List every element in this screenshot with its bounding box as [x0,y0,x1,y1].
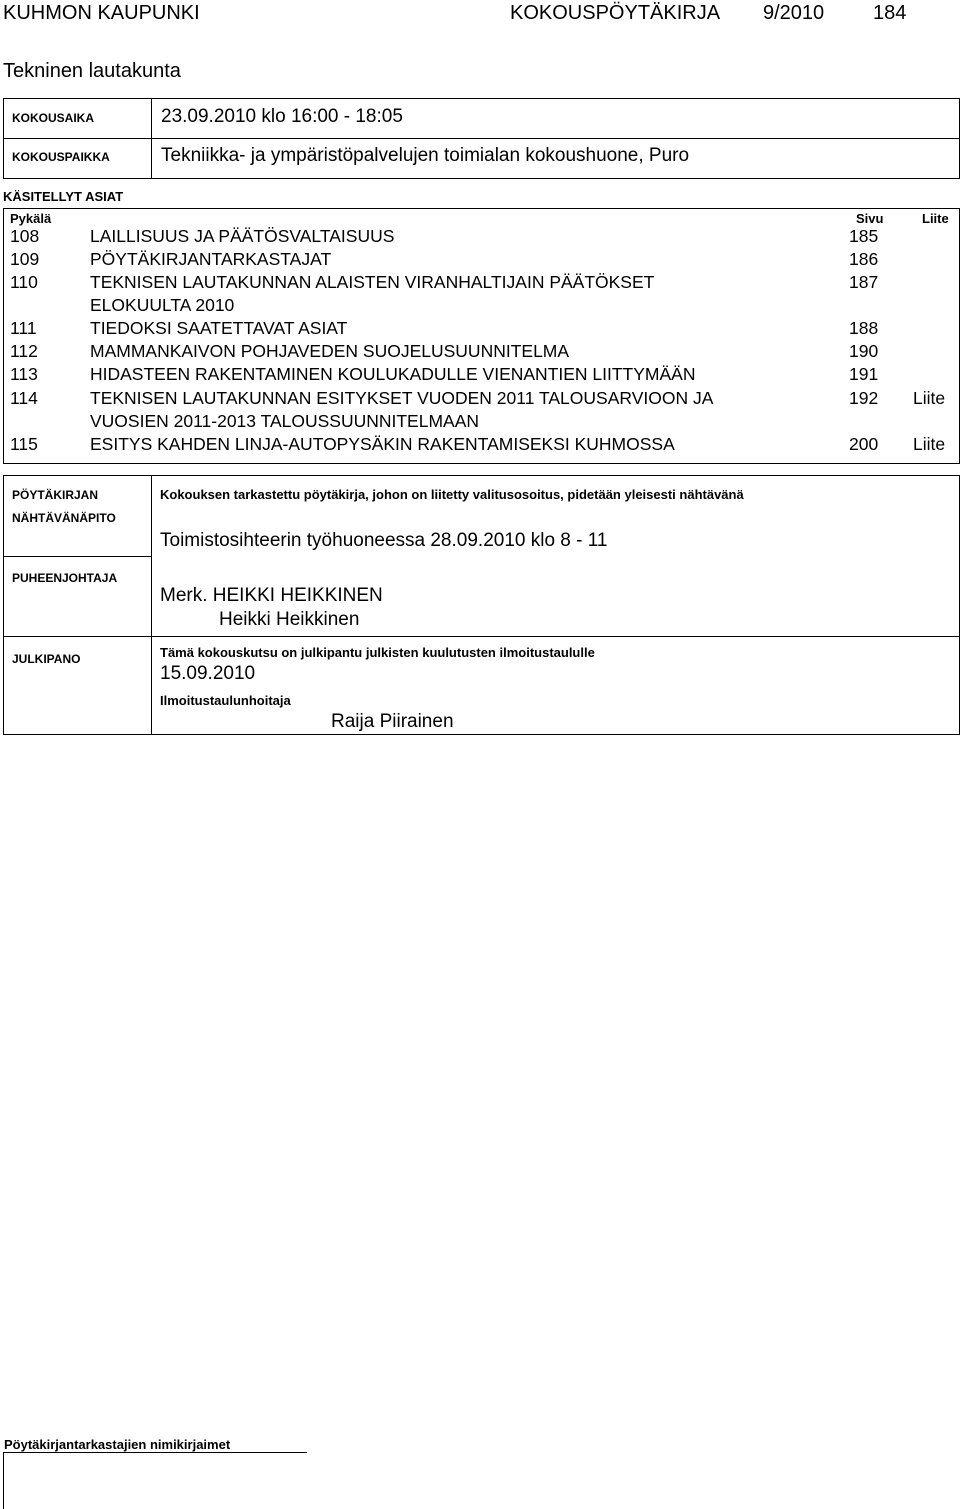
agenda-item-number: 109 [10,249,40,269]
page-number: 184 [873,2,907,24]
meeting-info-divider [3,138,960,139]
meeting-place-label: KOKOUSPAIKKA [12,150,110,164]
availability-label-line1: PÖYTÄKIRJAN [12,488,99,502]
posting-date: 15.09.2010 [160,663,256,684]
agenda-col-attachment: Liite [922,211,949,226]
agenda-item-page: 192 [849,388,879,408]
agenda-item-number: 110 [10,272,38,292]
agenda-item-title: TEKNISEN LAUTAKUNNAN ALAISTEN VIRANHALTIJAIN PÄÄTÖKSET [90,272,655,292]
agenda-heading: KÄSITELLYT ASIAT [3,189,124,204]
availability-text: Kokouksen tarkastettu pöytäkirja, johon on liitetty valitusosoitus, pidetään yleisesti nähtävänä [160,487,744,502]
chair-signed: Merk. HEIKKI HEIKKINEN [160,585,383,606]
agenda-item-number: 114 [10,388,38,408]
chair-label: PUHEENJOHTAJA [12,571,118,585]
signatures-top-line [3,1452,307,1453]
agenda-item [0,364,960,387]
signatures-label: Pöytäkirjantarkastajien nimikirjaimet [4,1437,231,1452]
agenda-item [0,249,960,272]
agenda-item [0,388,960,431]
agenda-item-title: TIEDOKSI SAATETTAVAT ASIAT [90,318,348,338]
availability-place: Toimistosihteerin työhuoneessa 28.09.2010 klo 8 - 11 [160,530,608,551]
agenda-item-attachment: Liite [913,388,946,408]
agenda-item [0,434,960,457]
availability-label-line2: NÄHTÄVÄNÄPITO [12,511,116,525]
agenda-col-section: Pykälä [10,211,52,226]
board-keeper-label: Ilmoitustaulunhoitaja [160,693,291,708]
agenda-item-title: TEKNISEN LAUTAKUNNAN ESITYKSET VUODEN 2011 TALOUSARVIOON JA [90,388,714,408]
meeting-time-label: KOKOUSAIKA [12,111,95,125]
agenda-item-page: 187 [849,272,879,292]
document-type: KOKOUSPÖYTÄKIRJA [510,2,721,24]
minutes-info-table [3,475,960,735]
agenda-item-number: 112 [10,341,38,361]
agenda-item-number: 115 [10,434,38,454]
agenda-col-page: Sivu [856,211,884,226]
minutes-info-row-divider [3,556,151,557]
agenda-item [0,226,960,249]
agenda-item-page: 191 [849,364,879,384]
agenda-item [0,272,960,315]
agenda-item-number: 113 [10,364,38,384]
posting-text: Tämä kokouskutsu on julkipantu julkisten kuulutusten ilmoitustaululle [160,645,595,660]
municipality-name: KUHMON KAUPUNKI [3,2,200,24]
meeting-time-value: 23.09.2010 klo 16:00 - 18:05 [161,106,403,127]
agenda-item [0,318,960,341]
agenda-item [0,341,960,364]
minutes-info-row-divider [3,636,960,637]
committee-name: Tekninen lautakunta [3,60,181,82]
agenda-item-page: 186 [849,249,879,269]
agenda-item-page: 188 [849,318,879,338]
document-number: 9/2010 [763,2,825,24]
signatures-left-line [3,1452,4,1509]
meeting-place-value: Tekniikka- ja ympäristöpalvelujen toimialan kokoushuone, Puro [161,145,690,166]
agenda-item-attachment: Liite [913,434,946,454]
agenda-item-number: 111 [10,318,37,338]
posting-label: JULKIPANO [12,652,81,666]
agenda-item-title: ESITYS KAHDEN LINJA-AUTOPYSÄKIN RAKENTAMISEKSI KUHMOSSA [90,434,675,454]
agenda-item-page: 200 [849,434,879,454]
agenda-item-page: 185 [849,226,879,246]
agenda-item-title-continued: ELOKUULTA 2010 [90,295,235,315]
meeting-info-column-divider [151,98,152,179]
agenda-item-title-continued: VUOSIEN 2011-2013 TALOUSSUUNNITELMAAN [90,411,480,431]
minutes-info-column-divider [151,475,152,735]
agenda-item-title: MAMMANKAIVON POHJAVEDEN SUOJELUSUUNNITELMA [90,341,570,361]
agenda-item-title: LAILLISUUS JA PÄÄTÖSVALTAISUUS [90,226,395,246]
agenda-item-page: 190 [849,341,879,361]
agenda-item-title: HIDASTEEN RAKENTAMINEN KOULUKADULLE VIENANTIEN LIITTYMÄÄN [90,364,696,384]
board-keeper-name: Raija Piirainen [331,711,454,732]
chair-name: Heikki Heikkinen [219,609,360,630]
agenda-item-title: PÖYTÄKIRJANTARKASTAJAT [90,249,332,269]
agenda-item-number: 108 [10,226,40,246]
